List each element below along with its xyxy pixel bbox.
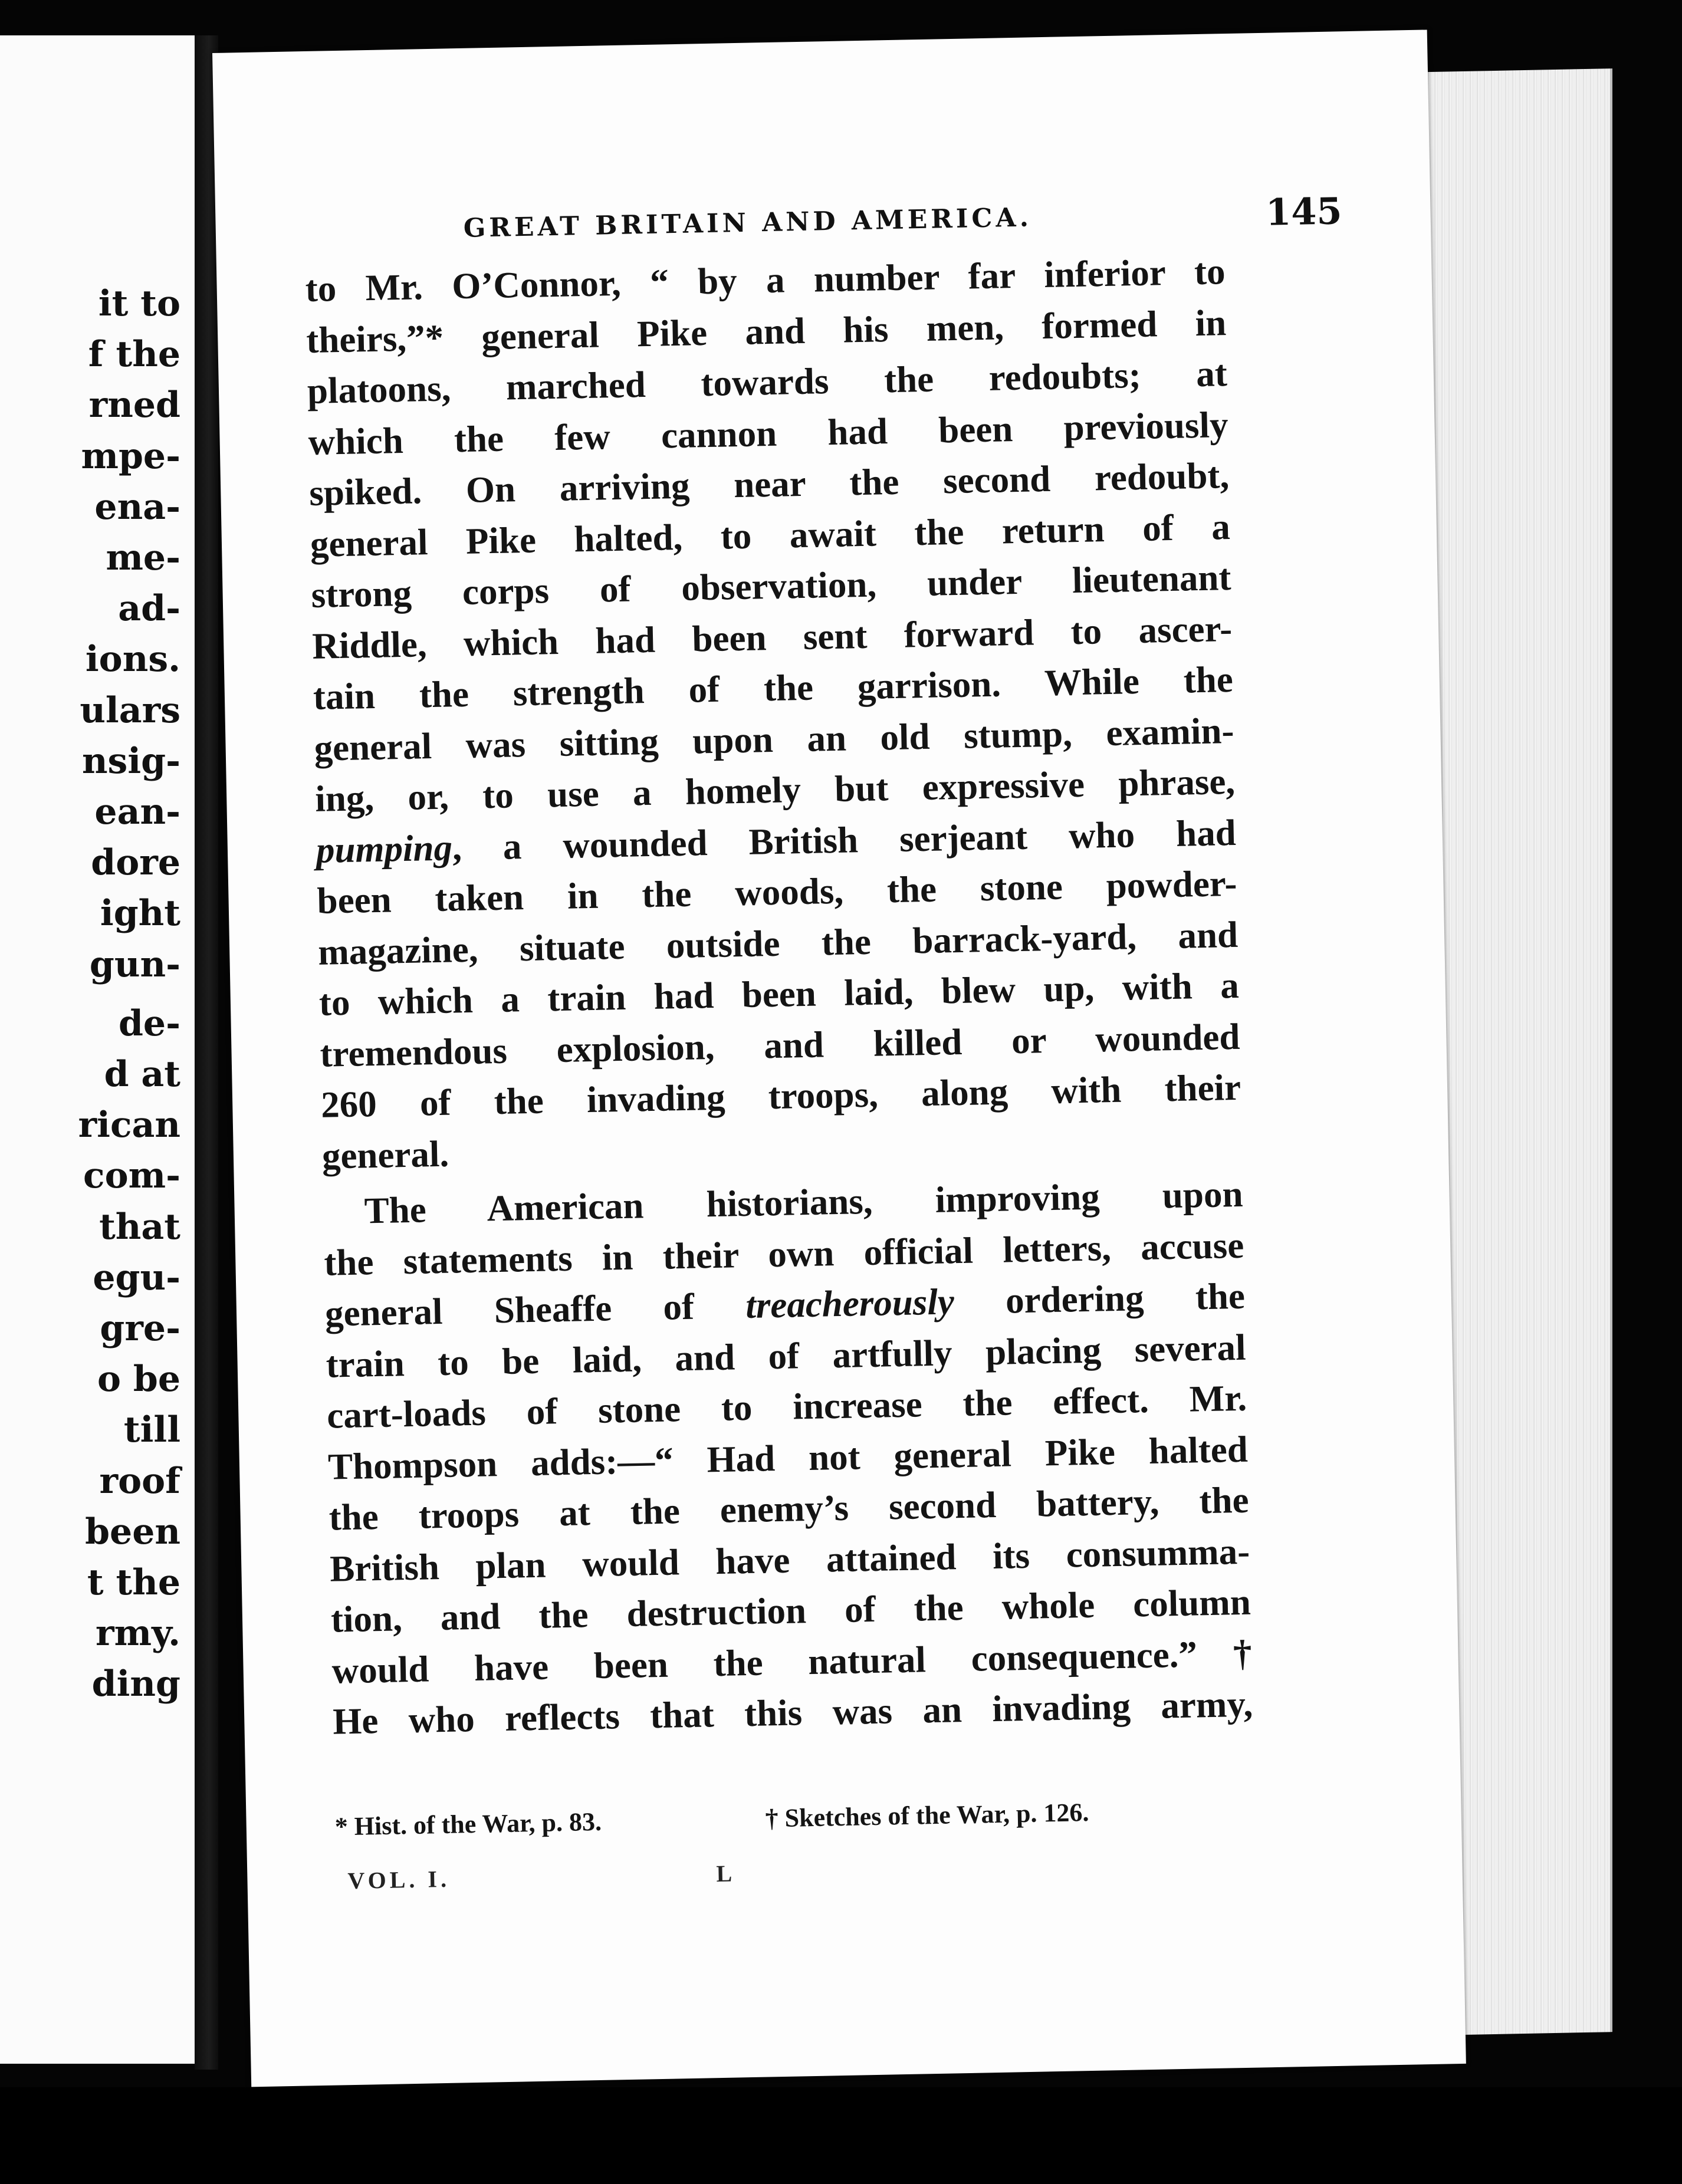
left-page-line: ding [91,1663,180,1705]
text-line: tain the strength of the garrison. While the [313,658,1234,718]
left-page-line: f the [88,334,180,376]
left-page-line: ight [100,893,180,935]
left-page-line: mpe- [81,435,180,477]
text-run: ordering the [954,1275,1246,1323]
signature-mark: L [716,1860,736,1887]
left-page-line: it to [98,283,180,324]
text-run: general Sheaffe of [324,1285,747,1334]
left-page-line: ions. [85,639,180,680]
text-line: Riddle, which had been sent forward to ascer- [311,607,1233,667]
left-page-line: de- [118,1002,180,1044]
running-head: GREAT BRITAIN AND AMERICA. [463,202,1033,244]
text-line: 260 of the invading troops, along with their [320,1066,1241,1126]
left-page-line: roof [99,1460,180,1502]
book-page [212,29,1466,2087]
left-page-line: dore [91,842,180,884]
left-page-line: gun- [89,943,180,985]
text-line: British plan would have attained its consumma- [329,1530,1250,1590]
left-page-line: o be [97,1359,180,1400]
left-page-line: till [123,1409,180,1451]
footnote-2: † Sketches of the War, p. 126. [765,1798,1089,1833]
page-number: 145 [1265,189,1343,234]
text-line: magazine, situate outside the barrack-yard, and [317,913,1238,973]
left-page-line: com- [83,1155,180,1197]
text-line: spiked. On arriving near the second redoubt, [308,455,1230,514]
text-line: Thompson adds:—“ Had not general Pike halted [327,1428,1249,1488]
text-line: theirs,”* general Pike and his men, formed in [305,301,1227,361]
left-page-line: rmy. [96,1613,180,1655]
volume-label: VOL. I. [347,1865,451,1894]
text-line: ing, or, to use a homely but expressive phrase, [314,760,1236,820]
text-line: to which a train had been laid, blew up, with a [318,964,1240,1024]
left-page-line: ena- [94,486,180,528]
text-line: to Mr. O’Connor, “ by a number far inferior to [305,251,1226,310]
signature-line [347,1850,1232,1894]
left-page-line: rican [78,1104,180,1146]
italic-run: treacherously [745,1281,955,1327]
text-line: general Pike halted, to await the return of a [310,505,1231,565]
text-line: would have been the natural consequence.”† [331,1632,1253,1692]
text-line: train to be laid, and of artfully placing several [326,1326,1247,1386]
book-gutter [195,35,218,2070]
left-page-line: egu- [93,1257,180,1298]
text-run: , a wounded British serjeant who had [452,811,1237,868]
left-page-line: nsig- [81,740,180,782]
text-line: which the few cannon had been previously [308,403,1229,463]
left-page-line: ad- [118,588,180,630]
footnotes [334,1794,1254,1841]
text-line: tion, and the destruction of the whole column [330,1581,1251,1640]
text-line: general was sitting upon an old stump, examin- [313,709,1235,769]
body-text [305,246,1253,1747]
left-page-line: t the [87,1562,180,1603]
text-line: The American historians, improving upon [364,1173,1244,1232]
scan-border [0,2087,1682,2184]
text-line: platoons, marched towards the redoubts; at [307,353,1228,412]
left-page-line: ulars [80,689,180,731]
left-page-line: ean- [94,791,180,833]
left-page-line: gre- [100,1308,180,1349]
left-page-line: me- [106,537,180,578]
italic-run: pumping [316,826,453,871]
left-page-line: rned [88,384,180,426]
left-page-line: d at [104,1054,180,1095]
left-page-line: that [99,1206,180,1248]
text-line: the statements in their own official letters, accuse [323,1224,1244,1284]
text-line: the troops at the enemy’s second battery, the [328,1479,1250,1538]
text-line: cart-loads of stone to increase the effect. Mr. [326,1377,1247,1436]
text-line: strong corps of observation, under lieutenant [311,557,1232,616]
text-line: tremendous explosion, and killed or wounded [319,1015,1241,1075]
text-line: been taken in the woods, the stone powder- [316,862,1238,922]
left-facing-page [0,35,198,2064]
text-line: He who reflects that this was an invading army, [332,1683,1253,1742]
text-line: general. [321,1133,449,1177]
left-page-line: been [85,1511,180,1553]
footnote-1: * Hist. of the War, p. 83. [334,1807,602,1841]
